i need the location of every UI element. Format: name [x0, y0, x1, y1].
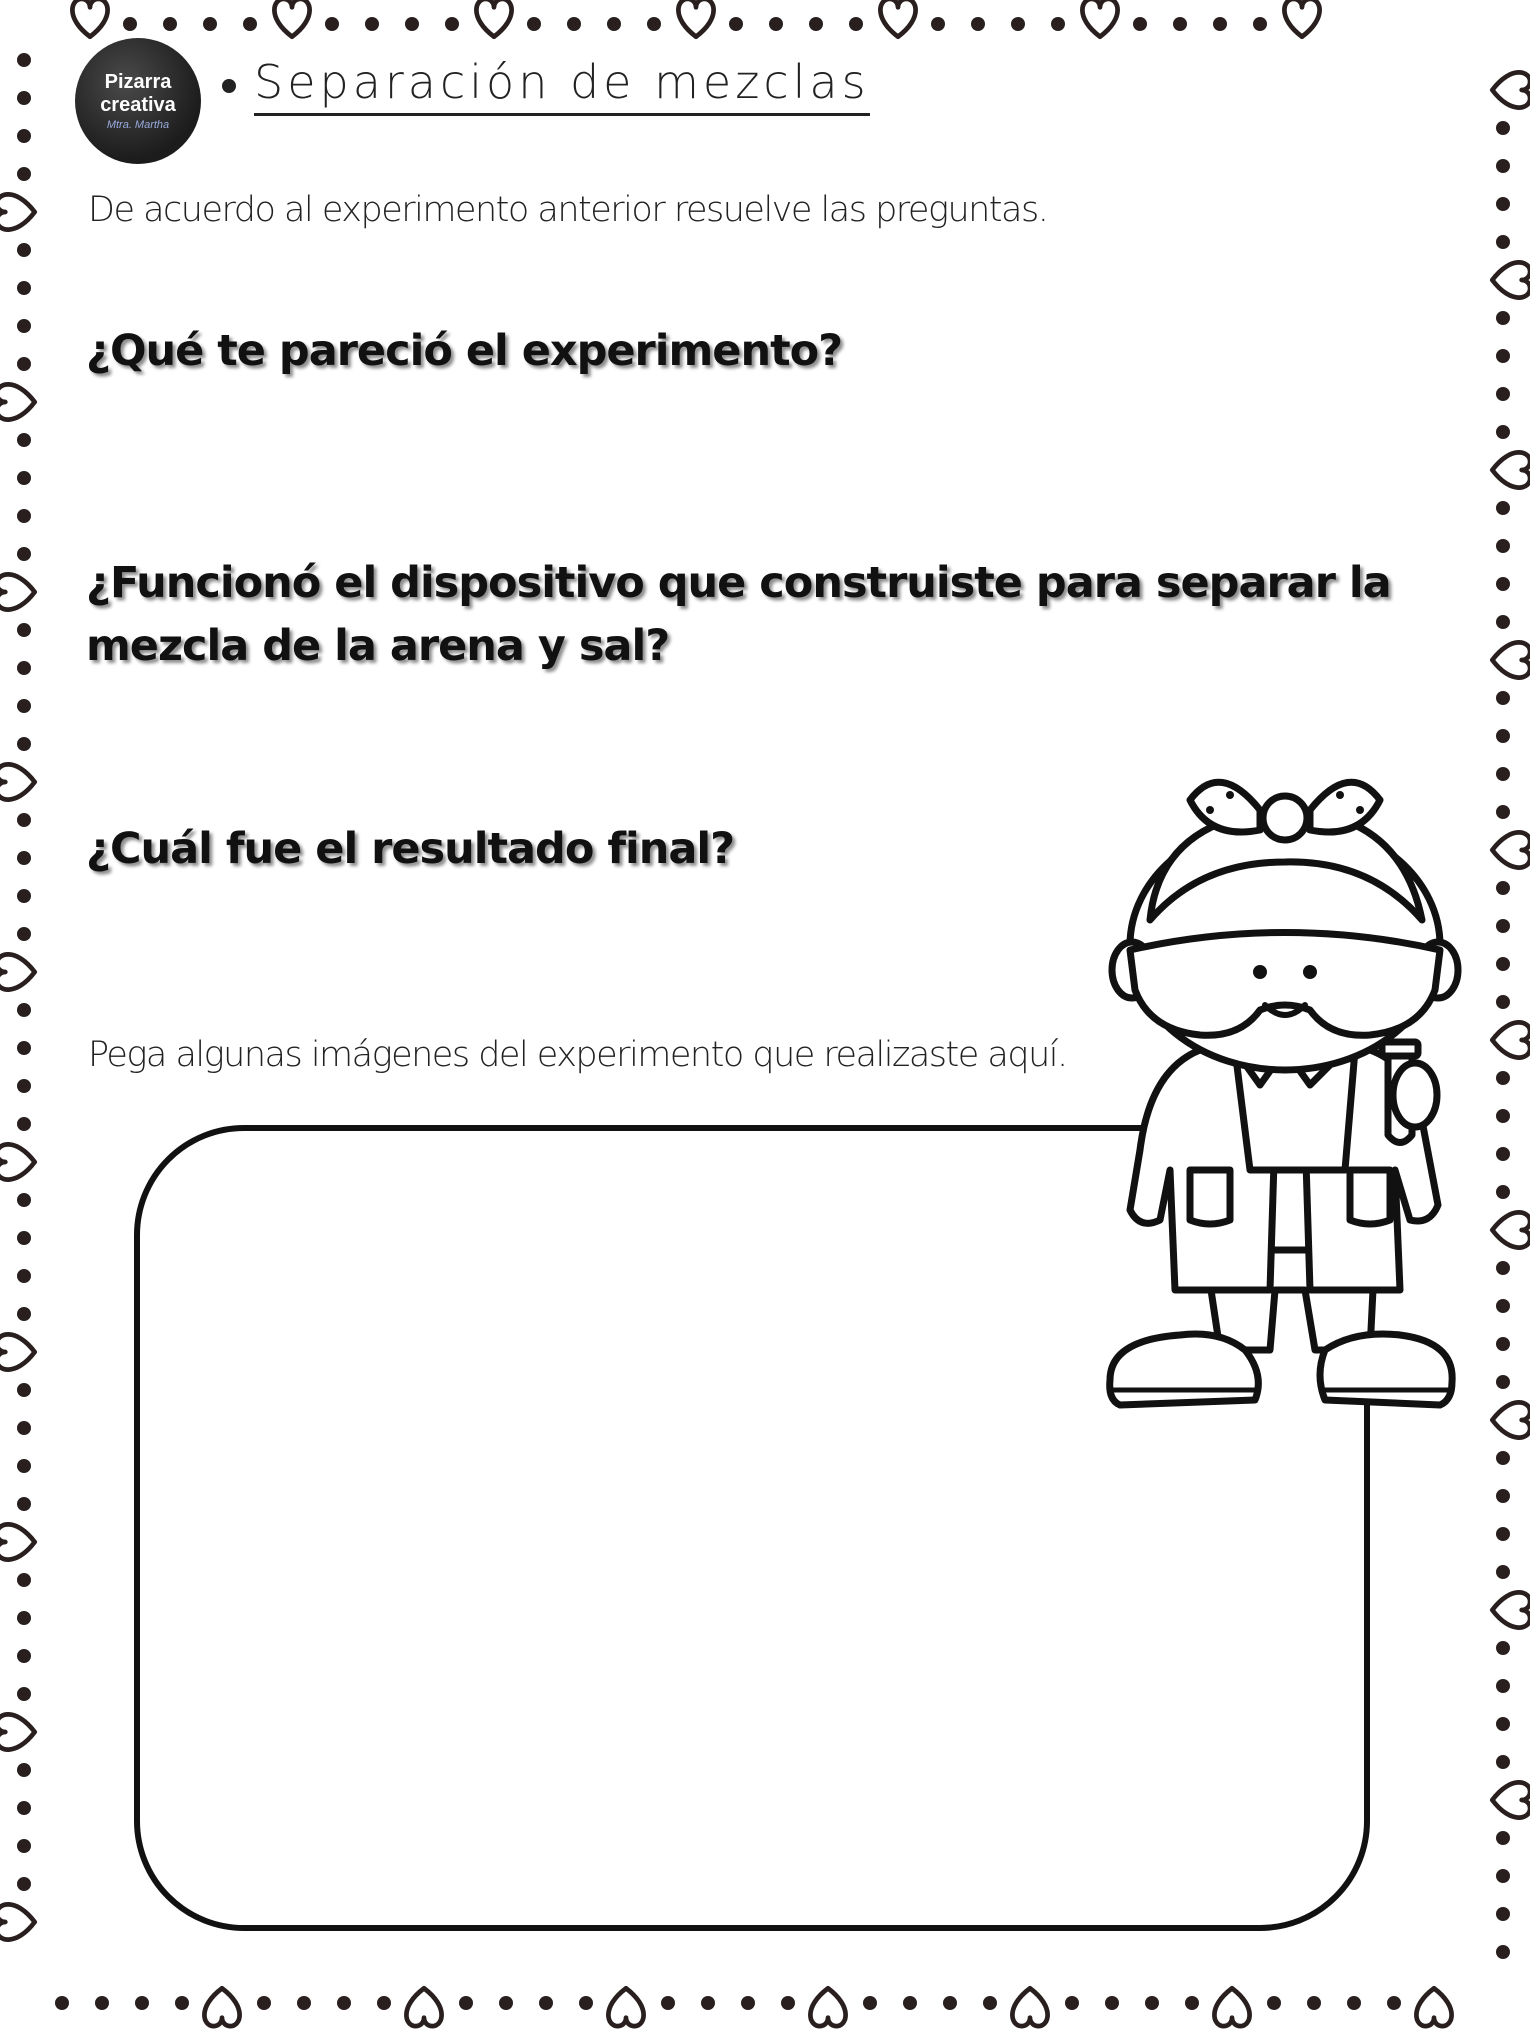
border-heart-icon [1214, 1988, 1249, 2026]
border-dot-icon [17, 1117, 31, 1131]
border-dot-icon [17, 509, 31, 523]
border-dot-icon [1051, 17, 1065, 31]
border-dot-icon [1496, 1717, 1510, 1731]
border-dot-icon [647, 17, 661, 31]
border-heart-icon [1492, 1402, 1530, 1437]
border-dot-icon [1496, 121, 1510, 135]
border-heart-icon [0, 1334, 35, 1369]
border-dot-icon [729, 17, 743, 31]
border-dot-icon [1145, 1996, 1159, 2010]
border-heart-icon [72, 0, 107, 37]
border-dot-icon [1496, 957, 1510, 971]
border-dot-icon [809, 17, 823, 31]
question-3-text: ¿Cuál fue el resultado final? [86, 824, 735, 874]
border-dot-icon [297, 1996, 311, 2010]
border-heart-icon [678, 0, 713, 37]
border-dot-icon [1496, 1071, 1510, 1085]
border-dot-icon [741, 1996, 755, 2010]
border-dot-icon [17, 1649, 31, 1663]
border-dot-icon [123, 17, 137, 31]
border-dot-icon [17, 1839, 31, 1853]
border-heart-icon [406, 1988, 441, 2026]
border-dot-icon [17, 1421, 31, 1435]
border-dot-icon [257, 1996, 271, 2010]
border-dot-icon [1496, 919, 1510, 933]
pizarra-creativa-logo [75, 38, 201, 164]
border-heart-icon [0, 1714, 35, 1749]
border-dot-icon [135, 1996, 149, 2010]
border-heart-icon [1492, 1212, 1530, 1247]
paste-images-prompt: Pega algunas imágenes del experimento que realizaste aquí. [88, 1035, 1067, 1075]
border-dot-icon [863, 1996, 877, 2010]
border-dot-icon [1496, 1147, 1510, 1161]
border-dot-icon [459, 1996, 473, 2010]
border-dot-icon [1496, 311, 1510, 325]
border-dot-icon [1496, 387, 1510, 401]
border-dot-icon [17, 167, 31, 181]
border-heart-icon [810, 1988, 845, 2026]
border-dot-icon [17, 471, 31, 485]
border-dot-icon [1496, 1755, 1510, 1769]
border-dot-icon [1185, 1996, 1199, 2010]
border-dot-icon [325, 17, 339, 31]
border-dot-icon [17, 1877, 31, 1891]
border-dot-icon [1105, 1996, 1119, 2010]
border-heart-icon [1012, 1988, 1047, 2026]
border-heart-icon [0, 194, 35, 229]
border-dot-icon [1496, 235, 1510, 249]
border-dot-icon [1253, 17, 1267, 31]
border-dot-icon [1496, 197, 1510, 211]
border-dot-icon [1496, 805, 1510, 819]
border-dot-icon [1133, 17, 1147, 31]
border-dot-icon [1496, 729, 1510, 743]
border-dot-icon [17, 1573, 31, 1587]
border-heart-icon [0, 1144, 35, 1179]
border-dot-icon [1496, 1451, 1510, 1465]
border-dot-icon [17, 1193, 31, 1207]
border-dot-icon [1496, 1831, 1510, 1845]
border-heart-icon [476, 0, 511, 37]
border-dot-icon [95, 1996, 109, 2010]
border-dot-icon [499, 1996, 513, 2010]
border-dot-icon [377, 1996, 391, 2010]
border-heart-icon [1492, 72, 1530, 107]
border-dot-icon [17, 737, 31, 751]
border-heart-icon [0, 574, 35, 609]
border-dot-icon [17, 1231, 31, 1245]
border-heart-icon [1492, 452, 1530, 487]
border-dot-icon [163, 17, 177, 31]
border-dot-icon [17, 319, 31, 333]
border-dot-icon [539, 1996, 553, 2010]
border-dot-icon [903, 1996, 917, 2010]
question-3 [86, 818, 734, 881]
border-dot-icon [17, 53, 31, 67]
border-heart-icon [1492, 642, 1530, 677]
border-dot-icon [17, 281, 31, 295]
border-dot-icon [17, 623, 31, 637]
border-dot-icon [17, 357, 31, 371]
border-heart-icon [1492, 1782, 1530, 1817]
border-dot-icon [17, 1383, 31, 1397]
border-dot-icon [175, 1996, 189, 2010]
border-dot-icon [1496, 1641, 1510, 1655]
border-heart-icon [0, 384, 35, 419]
border-dot-icon [1496, 995, 1510, 1009]
border-dot-icon [17, 1497, 31, 1511]
border-dot-icon [1065, 1996, 1079, 2010]
border-dot-icon [17, 1801, 31, 1815]
border-dot-icon [17, 1041, 31, 1055]
border-dot-icon [1496, 691, 1510, 705]
border-dot-icon [579, 1996, 593, 2010]
border-heart-icon [1492, 1022, 1530, 1057]
border-dot-icon [17, 851, 31, 865]
question-2-line-1: ¿Funcionó el dispositivo que construiste para separar la [86, 558, 1391, 608]
border-heart-icon [0, 954, 35, 989]
border-dot-icon [17, 433, 31, 447]
border-dot-icon [17, 1079, 31, 1093]
border-dot-icon [365, 17, 379, 31]
border-dot-icon [17, 1307, 31, 1321]
border-dot-icon [1267, 1996, 1281, 2010]
border-dot-icon [1496, 1109, 1510, 1123]
border-dot-icon [405, 17, 419, 31]
question-2-line-2: mezcla de la arena y sal? [86, 621, 670, 671]
border-dot-icon [607, 17, 621, 31]
border-dot-icon [17, 547, 31, 561]
border-dot-icon [17, 699, 31, 713]
border-dot-icon [1496, 767, 1510, 781]
border-heart-icon [204, 1988, 239, 2026]
border-dot-icon [1496, 539, 1510, 553]
border-dot-icon [17, 1687, 31, 1701]
border-dot-icon [1496, 881, 1510, 895]
border-dot-icon [17, 1459, 31, 1473]
question-2 [86, 552, 1391, 678]
border-dot-icon [337, 1996, 351, 2010]
border-dot-icon [527, 17, 541, 31]
border-heart-icon [1492, 832, 1530, 867]
border-heart-icon [0, 1524, 35, 1559]
border-dot-icon [1213, 17, 1227, 31]
child-scientist-illustration [1070, 750, 1470, 1440]
border-dot-icon [1496, 1375, 1510, 1389]
border-heart-icon [1082, 0, 1117, 37]
border-dot-icon [1496, 1299, 1510, 1313]
border-dot-icon [17, 1763, 31, 1777]
border-dot-icon [1496, 1907, 1510, 1921]
border-dot-icon [17, 927, 31, 941]
page-title: Separación de mezclas [254, 55, 870, 116]
border-heart-icon [1492, 262, 1530, 297]
border-heart-icon [1416, 1988, 1451, 2026]
border-heart-icon [0, 764, 35, 799]
border-dot-icon [1496, 577, 1510, 591]
border-dot-icon [1307, 1996, 1321, 2010]
border-dot-icon [1496, 1337, 1510, 1351]
instructions: De acuerdo al experimento anterior resuelve las preguntas. [88, 190, 1048, 230]
border-dot-icon [1011, 17, 1025, 31]
border-dot-icon [567, 17, 581, 31]
border-dot-icon [701, 1996, 715, 2010]
question-1-text: ¿Qué te pareció el experimento? [86, 326, 843, 376]
bullet-icon [222, 79, 236, 93]
border-dot-icon [1496, 1527, 1510, 1541]
border-dot-icon [781, 1996, 795, 2010]
border-dot-icon [1496, 159, 1510, 173]
border-dot-icon [17, 1611, 31, 1625]
logo-signature: Mtra. Martha [106, 118, 170, 131]
border-heart-icon [274, 0, 309, 37]
border-dot-icon [445, 17, 459, 31]
border-dot-icon [17, 661, 31, 675]
border-dot-icon [1496, 349, 1510, 363]
border-dot-icon [1347, 1996, 1361, 2010]
logo-line-1: Pizarra [104, 70, 172, 93]
border-dot-icon [849, 17, 863, 31]
border-dot-icon [971, 17, 985, 31]
border-dot-icon [1496, 501, 1510, 515]
border-dot-icon [17, 813, 31, 827]
question-1 [86, 320, 842, 383]
border-heart-icon [608, 1988, 643, 2026]
border-heart-icon [1284, 0, 1319, 37]
border-dot-icon [1496, 1489, 1510, 1503]
border-dot-icon [1496, 1185, 1510, 1199]
border-dot-icon [1496, 1565, 1510, 1579]
border-dot-icon [983, 1996, 997, 2010]
border-heart-icon [0, 1904, 35, 1939]
border-dot-icon [17, 1269, 31, 1283]
border-dot-icon [661, 1996, 675, 2010]
border-dot-icon [203, 17, 217, 31]
border-dot-icon [1387, 1996, 1401, 2010]
border-heart-icon [880, 0, 915, 37]
border-dot-icon [17, 91, 31, 105]
border-dot-icon [1496, 1869, 1510, 1883]
border-dot-icon [17, 889, 31, 903]
border-dot-icon [931, 17, 945, 31]
border-dot-icon [769, 17, 783, 31]
logo-line-2: creativa [100, 93, 176, 116]
border-dot-icon [243, 17, 257, 31]
border-dot-icon [1496, 615, 1510, 629]
border-dot-icon [17, 243, 31, 257]
border-heart-icon [1492, 1592, 1530, 1627]
border-dot-icon [1496, 1945, 1510, 1959]
border-dot-icon [1173, 17, 1187, 31]
border-dot-icon [1496, 425, 1510, 439]
border-dot-icon [1496, 1261, 1510, 1275]
border-dot-icon [943, 1996, 957, 2010]
border-dot-icon [17, 1003, 31, 1017]
border-dot-icon [1496, 1679, 1510, 1693]
page-header [222, 55, 870, 116]
border-dot-icon [55, 1996, 69, 2010]
border-dot-icon [17, 129, 31, 143]
